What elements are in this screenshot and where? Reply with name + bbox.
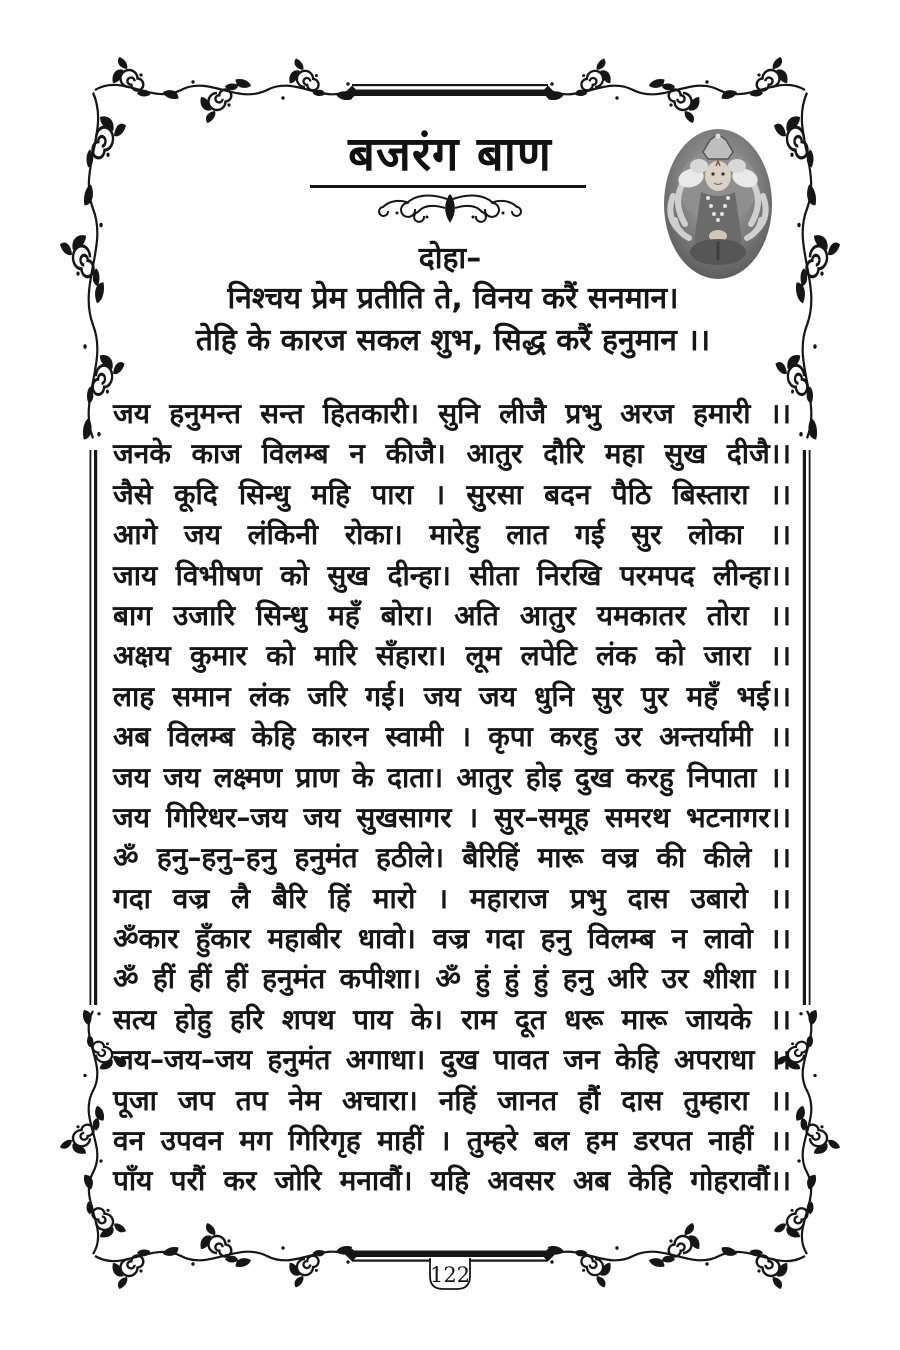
page-number: 122 — [429, 1263, 471, 1287]
verse-line: ॐकार हुँकार महाबीर धावो। वज्र गदा हनु विलम्ब न लावो ।। — [113, 922, 791, 956]
verse-line: जनके काज विलम्ब न कीजै। आतुर दौरि महा सुख दीजै।। — [113, 437, 791, 471]
verse-line: बाग उजारि सिन्धु महँ बोरा। अति आतुर यमकातर तोरा ।। — [113, 598, 791, 632]
verse-line: सत्य होहु हरि शपथ पाय के। राम दूत धरू मारू जायके ।। — [113, 1002, 791, 1036]
verse-line: जय गिरिधर–जय जय सुखसागर । सुर–समूह समरथ भटनागर।। — [113, 800, 791, 834]
doha-line: निश्चय प्रेम प्रतीति ते, विनय करैं सनमान। — [227, 281, 679, 316]
verse-line: ॐ हीं हीं हीं हनुमंत कपीशा। ॐ हुं हुं हुं हनु अरि उर शीशा ।। — [113, 962, 791, 996]
verse-block — [113, 394, 791, 1202]
title-divider — [310, 185, 586, 188]
verse-line: जय–जय–जय हनुमंत अगाधा। दुख पावत जन केहि अपराधा ।। — [113, 1043, 791, 1077]
verse-line: अक्षय कुमार को मारि सँहारा। लूम लपेटि लंक को जारा ।। — [113, 639, 791, 673]
doha-heading: दोहा– — [418, 241, 482, 276]
verse-line: पाँय परौं कर जोरि मनावौं। यहि अवसर अब केहि गोहरावौं।। — [113, 1164, 791, 1198]
verse-line: लाह समान लंक जरि गई। जय जय धुनि सुर पुर महँ भई।। — [113, 679, 791, 713]
page-number-badge — [430, 1258, 470, 1289]
page-title: बजरंग बाण — [348, 127, 552, 182]
verse-line: जाय विभीषण को सुख दीन्हा। सीता निरखि परमपद लीन्हा।। — [113, 558, 791, 592]
verse-line: ॐ हनु–हनु–हनु हनुमंत हठीले। बैरिहिं मारू वज्र की कीले ।। — [113, 841, 791, 875]
verse-line: जय जय लक्ष्मण प्राण के दाता। आतुर होइ दुख करहु निपाता ।। — [113, 760, 791, 794]
title-flourish-icon — [375, 191, 525, 235]
verse-line: आगे जय लंकिनी रोका। मारेहु लात गई सुर लोका ।। — [113, 518, 791, 552]
verse-line: वन उपवन मग गिरिगृह माहीं । तुम्हरे बल हम डरपत नाहीं ।। — [113, 1124, 791, 1158]
doha-line: तेहि के कारज सकल शुभ, सिद्ध करैं हनुमान ।। — [195, 323, 711, 358]
verse-line: गदा वज्र लै बैरि हिं मारो । महाराज प्रभु दास उबारो ।। — [113, 881, 791, 915]
verse-line: अब विलम्ब केहि कारन स्वामी । कृपा करहु उर अन्तर्यामी ।। — [113, 720, 791, 754]
verse-line: पूजा जप तप नेम अचारा। नहिं जानत हौं दास तुम्हारा ।। — [113, 1083, 791, 1117]
verse-line: जय हनुमन्त सन्त हितकारी। सुनि लीजै प्रभु अरज हमारी ।। — [113, 397, 791, 430]
verse-line: जैसे कूदि सिन्धु महि पारा । सुरसा बदन पैठि बिस्तारा ।। — [113, 477, 791, 511]
